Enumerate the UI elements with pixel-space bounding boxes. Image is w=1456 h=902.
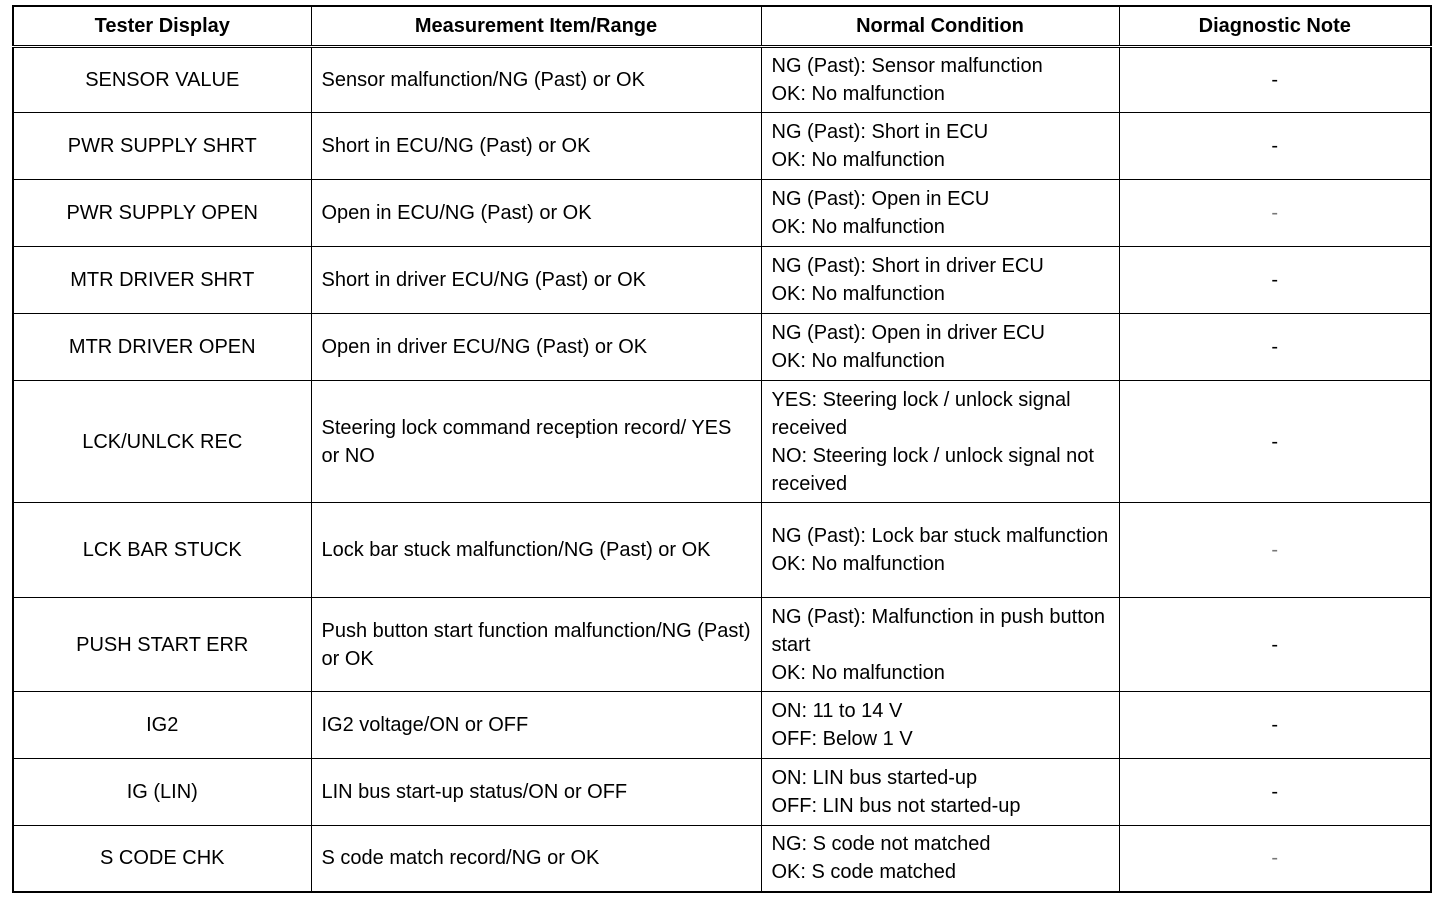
- diagnostic-note-cell: -: [1119, 314, 1431, 381]
- table-row: [13, 503, 1431, 598]
- normal-condition-line: NG (Past): Open in driver ECU: [771, 322, 1045, 344]
- normal-condition-line: OK: No malfunction: [771, 553, 945, 575]
- normal-condition-line: OFF: LIN bus not started-up: [771, 795, 1021, 817]
- tester-display-cell: PWR SUPPLY SHRT: [13, 113, 311, 180]
- tester-display-cell: MTR DRIVER SHRT: [13, 247, 311, 314]
- normal-condition-line: ON: 11 to 14 V: [771, 700, 903, 722]
- normal-condition-cell: [761, 314, 1119, 381]
- normal-condition-line: OK: No malfunction: [771, 350, 945, 372]
- normal-condition-line: NG (Past): Short in driver ECU: [771, 255, 1044, 277]
- tester-display-cell: MTR DRIVER OPEN: [13, 314, 311, 381]
- normal-condition-cell: [761, 381, 1119, 503]
- measurement-cell: Open in driver ECU/NG (Past) or OK: [311, 314, 761, 381]
- header-row: [13, 6, 1431, 47]
- diagnostic-note-cell: -: [1119, 180, 1431, 247]
- measurement-cell: LIN bus start-up status/ON or OFF: [311, 759, 761, 826]
- normal-condition-cell: [761, 247, 1119, 314]
- diagnostic-note-cell: -: [1119, 598, 1431, 692]
- normal-condition-line: ON: LIN bus started-up: [771, 767, 978, 789]
- table-row: [13, 759, 1431, 826]
- normal-condition-line: NG: S code not matched: [771, 833, 991, 856]
- diagnostic-note-cell: -: [1119, 381, 1431, 503]
- normal-condition-cell: [761, 759, 1119, 826]
- header-measurement: Measurement Item/Range: [311, 6, 761, 47]
- normal-condition-line: OK: No malfunction: [771, 283, 945, 305]
- measurement-cell: IG2 voltage/ON or OFF: [311, 692, 761, 759]
- normal-condition-line: NG (Past): Lock bar stuck malfunction: [771, 525, 1109, 547]
- diagnostic-note-cell: -: [1119, 113, 1431, 180]
- table-row: [13, 113, 1431, 180]
- table-row: [13, 381, 1431, 503]
- tester-display-cell: PUSH START ERR: [13, 598, 311, 692]
- normal-condition-cell: [761, 47, 1119, 113]
- diagnostic-note-cell: -: [1119, 759, 1431, 826]
- tester-display-cell: PWR SUPPLY OPEN: [13, 180, 311, 247]
- normal-condition-line: OK: S code matched: [771, 861, 957, 884]
- measurement-cell: Steering lock command reception record/ YES or NO: [311, 381, 761, 503]
- normal-condition-cell: [761, 598, 1119, 692]
- measurement-cell: Open in ECU/NG (Past) or OK: [311, 180, 761, 247]
- diagnostic-note-cell: -: [1119, 692, 1431, 759]
- normal-condition-cell: [761, 503, 1119, 598]
- header-tester-display: Tester Display: [13, 6, 311, 47]
- header-diagnostic-note: Diagnostic Note: [1119, 6, 1431, 47]
- tester-display-cell: S CODE CHK: [13, 826, 311, 892]
- tester-display-cell: IG2: [13, 692, 311, 759]
- table-row: [13, 314, 1431, 381]
- normal-condition-line: YES: Steering lock / unlock signal received: [771, 388, 1071, 439]
- diagnostic-note-cell: -: [1119, 47, 1431, 113]
- normal-condition-cell: [761, 113, 1119, 180]
- normal-condition-line: OK: No malfunction: [771, 149, 945, 171]
- tester-display-cell: SENSOR VALUE: [13, 47, 311, 113]
- tester-display-cell: LCK/UNLCK REC: [13, 381, 311, 503]
- diagnostic-note-cell: -: [1119, 503, 1431, 598]
- tester-display-cell: IG (LIN): [13, 759, 311, 826]
- measurement-cell: S code match record/NG or OK: [311, 826, 761, 892]
- normal-condition-cell: [761, 826, 1119, 892]
- measurement-cell: Short in driver ECU/NG (Past) or OK: [311, 247, 761, 314]
- diagnostic-note-cell: -: [1119, 826, 1431, 892]
- normal-condition-cell: [761, 692, 1119, 759]
- measurement-cell: Sensor malfunction/NG (Past) or OK: [311, 47, 761, 113]
- normal-condition-line: OK: No malfunction: [771, 83, 945, 105]
- normal-condition-line: OK: No malfunction: [771, 216, 945, 238]
- table-row: [13, 47, 1431, 113]
- normal-condition-line: OK: No malfunction: [771, 661, 945, 684]
- normal-condition-line: NG (Past): Short in ECU: [771, 121, 989, 143]
- measurement-cell: Lock bar stuck malfunction/NG (Past) or OK: [311, 503, 761, 598]
- measurement-cell: Short in ECU/NG (Past) or OK: [311, 113, 761, 180]
- header-normal-condition: Normal Condition: [761, 6, 1119, 47]
- table-row: [13, 826, 1431, 892]
- measurement-cell: Push button start function malfunction/NG (Past) or OK: [311, 598, 761, 692]
- table-row: [13, 180, 1431, 247]
- normal-condition-cell: [761, 180, 1119, 247]
- data-list-table-container: [12, 5, 1430, 893]
- normal-condition-line: NG (Past): Open in ECU: [771, 188, 990, 210]
- normal-condition-line: NG (Past): Malfunction in push button start: [771, 605, 1105, 656]
- normal-condition-line: NO: Steering lock / unlock signal not received: [771, 444, 1094, 495]
- data-list-table: [12, 5, 1432, 893]
- normal-condition-line: NG (Past): Sensor malfunction: [771, 55, 1043, 77]
- normal-condition-line: OFF: Below 1 V: [771, 728, 913, 750]
- table-row: [13, 598, 1431, 692]
- diagnostic-note-cell: -: [1119, 247, 1431, 314]
- table-row: [13, 247, 1431, 314]
- table-row: [13, 692, 1431, 759]
- tester-display-cell: LCK BAR STUCK: [13, 503, 311, 598]
